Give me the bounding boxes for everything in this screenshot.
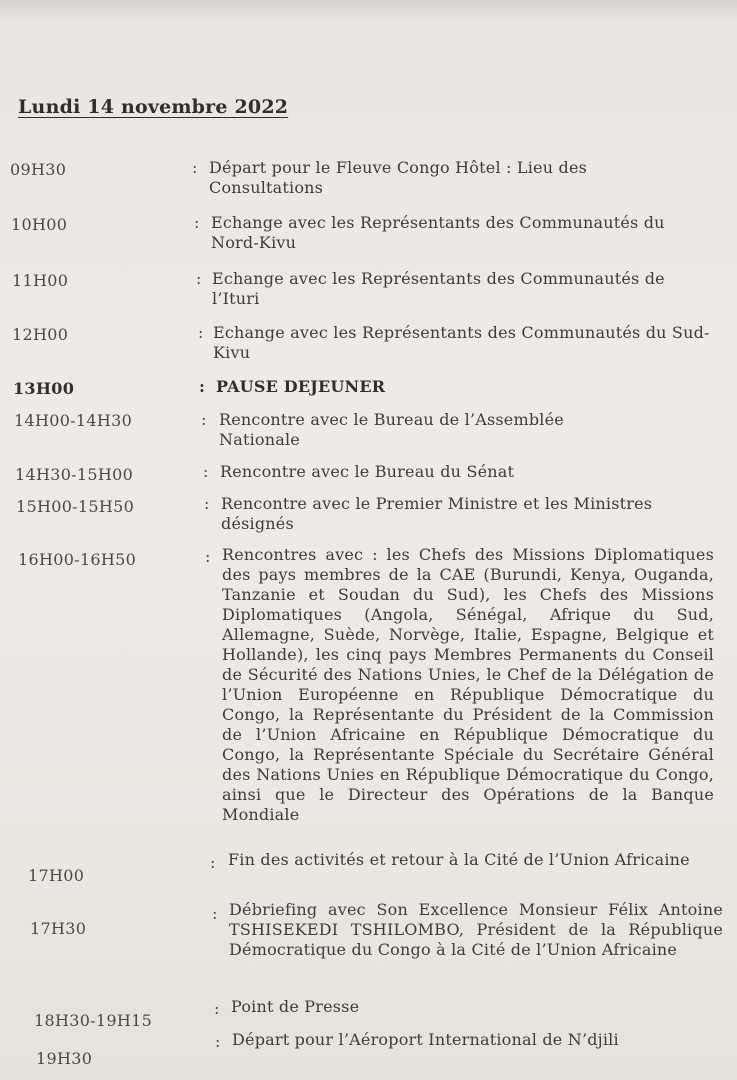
page-top-shadow: [0, 0, 737, 22]
entry-separator: :: [214, 999, 220, 1018]
entry-description: Débriefing avec Son Excellence Monsieur Félix Antoine TSHISEKEDI TSHILOMBO, Président de la République Démocratique du Congo à la Cité de l’Union Africaine: [229, 900, 723, 959]
entry-separator: :: [194, 213, 200, 232]
entry-time: 14H30-15H00: [15, 465, 134, 484]
entry-time: 13H00: [13, 379, 75, 398]
entry-description: Départ pour l’Aéroport International de N’djili: [232, 1030, 619, 1049]
entry-time: 10H00: [11, 215, 68, 234]
schedule-date-heading: Lundi 14 novembre 2022: [18, 96, 289, 118]
entry-separator: :: [205, 547, 211, 566]
entry-description: Echange avec les Représentants des Communautés de l’Ituri: [212, 269, 665, 308]
entry-separator: :: [204, 494, 210, 513]
entry-description: Rencontre avec le Premier Ministre et les Ministres désignés: [221, 494, 653, 533]
entry-time: 19H30: [36, 1049, 93, 1068]
entry-separator: :: [201, 410, 207, 429]
entry-time: 15H00-15H50: [16, 497, 135, 516]
entry-time: 18H30-19H15: [34, 1011, 153, 1030]
entry-description: Echange avec les Représentants des Communautés du Sud-Kivu: [213, 323, 710, 362]
entry-separator: :: [196, 269, 202, 288]
entry-description: Point de Presse: [231, 997, 360, 1016]
entry-separator: :: [198, 323, 204, 342]
entry-time: 17H30: [30, 919, 87, 938]
entry-time: 14H00-14H30: [14, 411, 133, 430]
entry-separator: :: [199, 377, 205, 396]
entry-separator: :: [212, 904, 218, 923]
entry-time: 12H00: [12, 325, 69, 344]
entry-description: PAUSE DEJEUNER: [216, 377, 386, 396]
entry-separator: :: [192, 158, 198, 177]
entry-description: Rencontre avec le Bureau de l’Assemblée Nationale: [219, 410, 564, 449]
entry-description: Echange avec les Représentants des Communautés du Nord-Kivu: [211, 213, 665, 252]
entry-separator: :: [210, 853, 216, 872]
entry-description: Départ pour le Fleuve Congo Hôtel : Lieu des Consultations: [209, 158, 588, 197]
entry-time: 16H00-16H50: [18, 550, 137, 569]
entry-description: Rencontre avec le Bureau du Sénat: [220, 462, 515, 481]
entry-time: 17H00: [28, 866, 85, 885]
entry-time: 09H30: [10, 160, 67, 179]
entry-time: 11H00: [12, 271, 69, 290]
entry-separator: :: [203, 462, 209, 481]
entry-description: Rencontres avec : les Chefs des Missions Diplomatiques des pays membres de la CAE (Burundi, Kenya, Ouganda, Tanzanie et Soudan du Sud), les Chefs des Missions Diplomatiques (Angola, Sénégal, Afrique du Sud, Allemagne, Suède, Norvège, Italie, Espagne, Belgique et Hollande), les cinq pays Membres Permanents du Conseil de Sécurité des Nations Unies, le Chef de la Délégation de l’Union Européenne en République Démocratique du Congo, la Représentante du Président de la Commission de l’Union Africaine en République Démocratique du Congo, la Représentante Spéciale du Secrétaire Général des Nations Unies en République Démocratique du Congo, ainsi que le Directeur des Opérations de la Banque Mondiale: [222, 545, 714, 824]
entry-separator: :: [215, 1032, 221, 1051]
entry-description: Fin des activités et retour à la Cité de l’Union Africaine: [228, 850, 690, 869]
